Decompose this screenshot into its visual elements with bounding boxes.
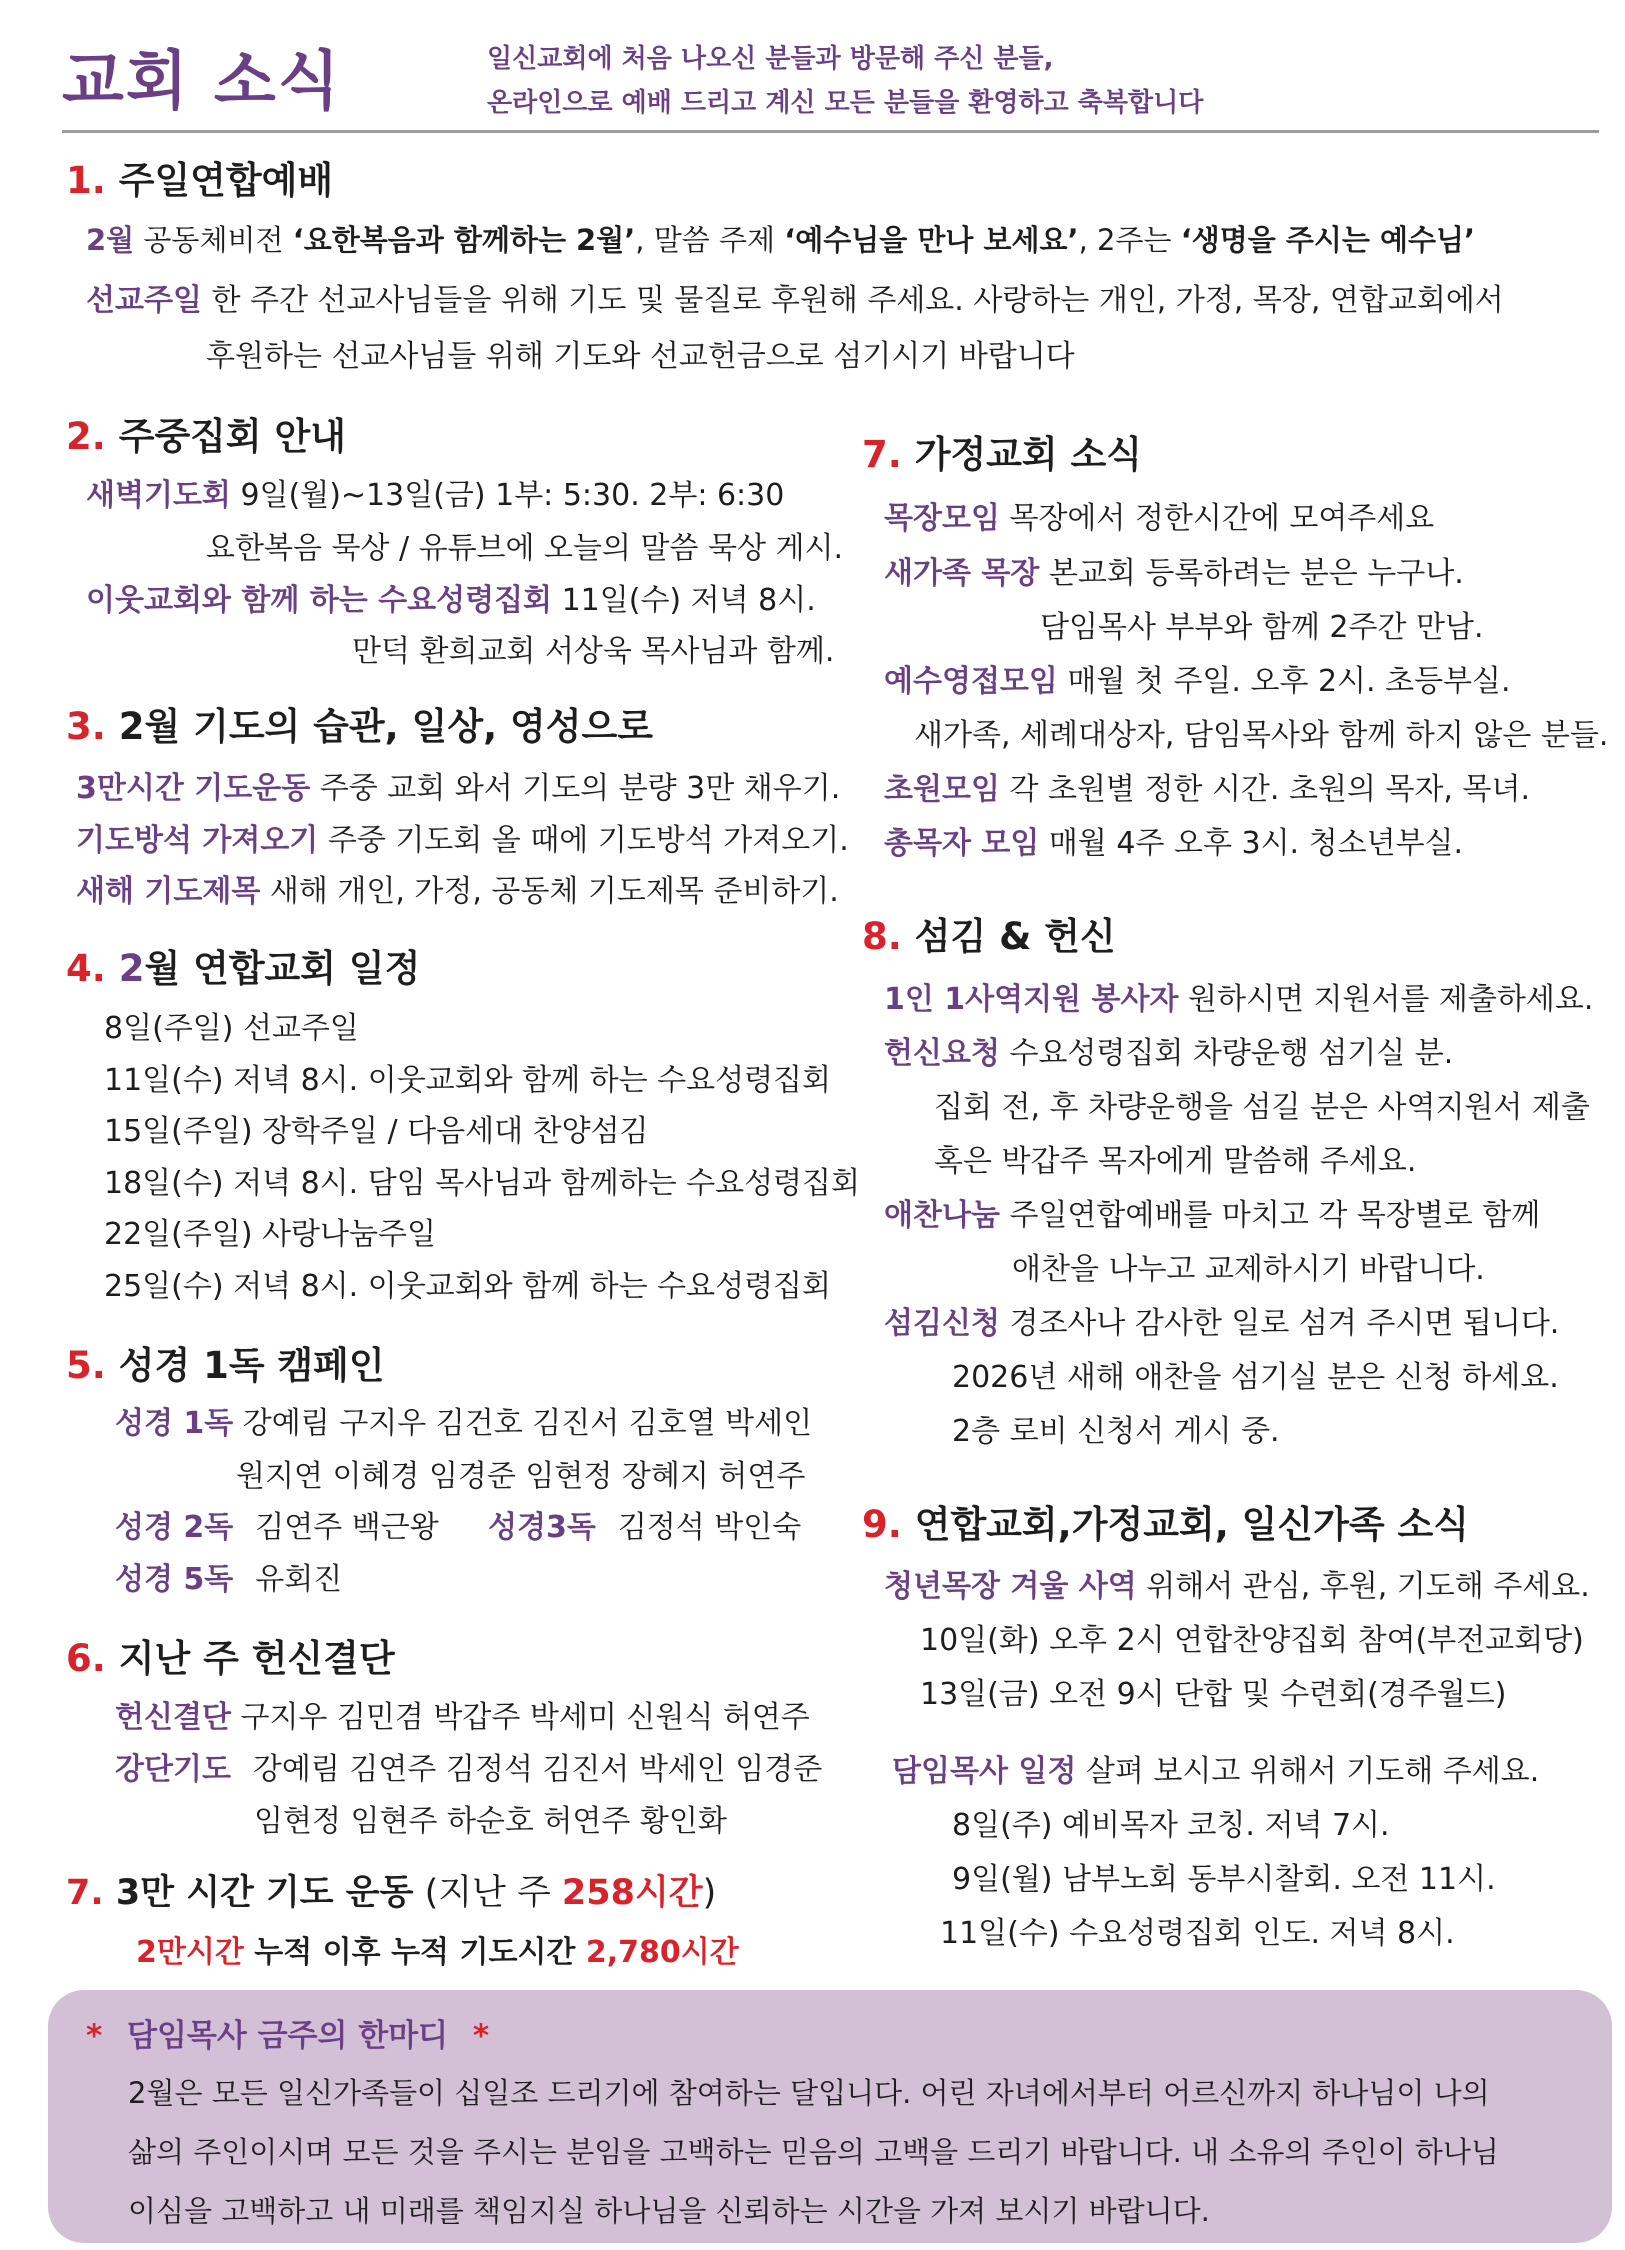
item-label: 헌신요청 <box>884 1036 1000 1071</box>
star-icon: * <box>86 2018 103 2054</box>
s8-fellowship-cont: 애찬을 나누고 교제하시기 바랍니다. <box>1012 1252 1485 1287</box>
section-3-heading <box>66 696 653 750</box>
item-text: , 말씀 주제 <box>635 223 785 257</box>
item-text: 강예림 김연주 김정석 김진서 박세인 임경준 <box>252 1752 823 1787</box>
item-text: 수요성령집회 차량운행 섬기실 분. <box>999 1036 1454 1071</box>
last-week-prefix: (지난 주 <box>413 1873 562 1913</box>
item-label: 성경 1독 <box>115 1406 234 1441</box>
item-text: 각 초원별 정한 시간. 초원의 목자, 목녀. <box>999 772 1530 807</box>
item-text: 원하시면 지원서를 제출하세요. <box>1178 982 1594 1017</box>
section-number: 2. <box>66 415 106 458</box>
section-number: 5. <box>66 1344 106 1387</box>
cumulative-hours: 2,780시간 <box>585 1935 739 1970</box>
item-label: 2월 <box>86 223 135 257</box>
s6-altar-prayer-cont: 임현정 임현주 하순호 허연주 황인화 <box>254 1804 727 1839</box>
item-label: 청년목장 겨울 사역 <box>884 1569 1137 1604</box>
s8-service-signup <box>884 1298 1559 1342</box>
s2-line-dawn <box>86 470 784 514</box>
word-theme: ‘예수님을 만나 보세요’ <box>784 223 1079 257</box>
cumulative-prayer-line <box>136 1927 739 1971</box>
item-text: 위해서 관심, 후원, 기도해 주세요. <box>1136 1569 1590 1604</box>
s9-youth-ministry-cont: 10일(화) 오후 2시 연합찬양집회 참여(부전교회당) <box>920 1623 1584 1658</box>
item-label: 초원모임 <box>884 772 1000 807</box>
s7-welcome-meeting-cont: 새가족, 세례대상자, 담임목사와 함께 하지 않은 분들. <box>914 718 1609 753</box>
item-label: 새벽기도회 <box>86 478 231 513</box>
item-text: 9일(월)~13일(금) 1부: 5:30. 2부: 6:30 <box>230 478 785 513</box>
section-5-heading <box>66 1335 385 1389</box>
section-number: 7. <box>66 1873 104 1913</box>
s1-line-mission-cont: 후원하는 선교사님들 위해 기도와 선교헌금으로 섬기시기 바랍니다 <box>206 339 1075 374</box>
welcome-line-2: 온라인으로 예배 드리고 계신 모든 분들을 환영하고 축복합니다 <box>487 88 1204 118</box>
s5-read-3 <box>488 1502 801 1546</box>
s8-service-signup-cont: 2층 로비 신청서 게시 중. <box>952 1414 1280 1449</box>
item-text: , 2주는 <box>1078 223 1181 257</box>
item-label: 새해 기도제목 <box>76 874 261 909</box>
section-title: 2월 기도의 습관, 일상, 영성으로 <box>118 705 653 748</box>
item-label: 목장모임 <box>884 501 1000 536</box>
pastor-message-line: 이심을 고백하고 내 미래를 책임지실 하나님을 신뢰하는 시간을 가져 보시기 바랍니다. <box>128 2194 1210 2228</box>
s6-dedication <box>115 1692 810 1736</box>
s8-request-cont: 혹은 박갑주 목자에게 말씀해 주세요. <box>934 1144 1417 1179</box>
item-text: 목장에서 정한시간에 모여주세요 <box>999 501 1435 536</box>
section-title: 주중집회 안내 <box>118 415 347 458</box>
item-label: 예수영접모임 <box>884 664 1058 699</box>
section-title: 주일연합예배 <box>118 159 334 202</box>
item-label: 성경 2독 <box>115 1510 234 1545</box>
item-label: 섬김신청 <box>884 1306 1000 1341</box>
s5-read-5 <box>115 1554 342 1598</box>
s2-line-wed <box>86 575 816 619</box>
section-number: 3. <box>66 705 106 748</box>
header-divider <box>62 130 1599 133</box>
s5-read-1-cont: 원지연 이혜경 임경준 임현정 장혜지 허연주 <box>236 1459 806 1494</box>
schedule-line: 25일(수) 저녁 8시. 이웃교회와 함께 하는 수요성령집회 <box>104 1269 832 1304</box>
item-label: 3만시간 기도운동 <box>76 771 311 806</box>
section-title: 월 연합교회 일정 <box>144 947 421 990</box>
item-label: 1인 1사역지원 봉사자 <box>884 982 1179 1017</box>
s2-line-dawn-cont: 요한복음 묵상 / 유튜브에 오늘의 말씀 묵상 게시. <box>206 531 844 566</box>
s7-newcomer-cell-cont: 담임목사 부부와 함께 2주간 만남. <box>1040 610 1484 645</box>
s3-item <box>76 763 840 807</box>
schedule-line: 11일(수) 저녁 8시. 이웃교회와 함께 하는 수요성령집회 <box>104 1063 832 1098</box>
item-text: 주일연합예배를 마치고 각 목장별로 함께 <box>999 1198 1541 1233</box>
section-1-heading <box>66 150 333 204</box>
section-title: 지난 주 헌신결단 <box>118 1637 395 1680</box>
s7-head-shepherd-meeting <box>884 818 1463 862</box>
section-title: 섬김 & 헌신 <box>914 915 1116 958</box>
week2-theme: ‘생명을 주시는 예수님’ <box>1180 223 1476 257</box>
star-icon: * <box>472 2018 490 2054</box>
section-7-house-church-heading <box>862 424 1142 478</box>
s2-line-wed-cont: 만덕 환희교회 서상욱 목사님과 함께. <box>352 634 835 669</box>
section-4-heading <box>66 938 420 992</box>
s7-welcome-meeting <box>884 656 1511 700</box>
item-text: 한 주간 선교사님들을 위해 기도 및 물질로 후원해 주세요. 사랑하는 개인, 가정, 목장, 연합교회에서 <box>201 283 1504 318</box>
item-label: 총목자 모임 <box>884 826 1040 861</box>
s8-request <box>884 1028 1453 1072</box>
item-label: 성경3독 <box>488 1510 596 1545</box>
section-title: 가정교회 소식 <box>914 433 1143 476</box>
item-label: 담임목사 일정 <box>892 1754 1077 1789</box>
section-number: 8. <box>862 915 902 958</box>
s8-service-signup-cont: 2026년 새해 애찬을 섬기실 분은 신청 하세요. <box>952 1360 1559 1395</box>
last-week-suffix: ) <box>702 1873 717 1913</box>
section-7-prayer-heading <box>66 1865 716 1915</box>
schedule-line: 15일(주일) 장학주일 / 다음세대 찬양섬김 <box>104 1114 649 1149</box>
section-6-heading <box>66 1628 395 1682</box>
welcome-line-1: 일신교회에 처음 나오신 분들과 방문해 주신 분들, <box>487 44 1054 74</box>
s7-cell-meeting <box>884 493 1434 537</box>
item-text: 김연주 백근왕 <box>255 1510 439 1545</box>
page-title: 교회 소식 <box>62 45 342 119</box>
item-text: 강예림 구지우 김건호 김진서 김호열 박세인 <box>233 1406 813 1441</box>
schedule-line: 22일(주일) 사랑나눔주일 <box>104 1217 436 1252</box>
s9-pastor-schedule-cont: 9일(월) 남부노회 동부시찰회. 오전 11시. <box>952 1862 1496 1897</box>
section-9-heading <box>862 1494 1469 1548</box>
pastor-message-line: 삶의 주인이시며 모든 것을 주시는 분임을 고백하는 믿음의 고백을 드리기 바랍니다. 내 소유의 주인이 하나님 <box>128 2135 1499 2169</box>
section-title: 연합교회,가정교회, 일신가족 소식 <box>914 1503 1469 1546</box>
section-number: 7. <box>862 433 902 476</box>
item-text: 11일(수) 저녁 8시. <box>552 583 816 618</box>
item-text: 살펴 보시고 위해서 기도해 주세요. <box>1076 1754 1540 1789</box>
s8-volunteer <box>884 974 1593 1018</box>
item-text: 유회진 <box>255 1562 343 1597</box>
s9-youth-ministry <box>884 1561 1590 1605</box>
item-text: 주중 교회 와서 기도의 분량 3만 채우기. <box>310 771 841 806</box>
section-number: 4. <box>66 947 106 990</box>
s5-read-2 <box>115 1502 439 1546</box>
s1-line-vision <box>86 218 1475 259</box>
month-number: 2 <box>118 947 145 990</box>
section-number: 6. <box>66 1637 106 1680</box>
item-text: 본교회 등록하려는 분은 누구나. <box>1039 556 1464 591</box>
pastor-message-line: 2월은 모든 일신가족들이 십일조 드리기에 참여하는 달입니다. 어린 자녀에서부터 어르신까지 하나님이 나의 <box>128 2076 1490 2110</box>
item-text: 새해 개인, 가정, 공동체 기도제목 준비하기. <box>260 874 839 909</box>
item-label: 새가족 목장 <box>884 556 1040 591</box>
last-week-hours: 258시간 <box>561 1873 703 1913</box>
item-label: 애찬나눔 <box>884 1198 1000 1233</box>
item-label: 성경 5독 <box>115 1562 234 1597</box>
s3-item <box>76 866 839 910</box>
item-label: 선교주일 <box>86 283 202 318</box>
s3-item <box>76 815 849 859</box>
section-2-heading <box>66 406 346 460</box>
s1-line-mission <box>86 275 1504 319</box>
schedule-line: 18일(수) 저녁 8시. 담임 목사님과 함께하는 수요성령집회 <box>104 1166 861 1201</box>
s6-altar-prayer <box>115 1744 822 1788</box>
item-text: 김정석 박인숙 <box>617 1510 802 1545</box>
section-8-heading <box>862 906 1116 960</box>
s5-read-1 <box>115 1398 812 1442</box>
milestone-hours: 2만시간 <box>136 1935 244 1970</box>
item-text: 주중 기도회 올 때에 기도방석 가져오기. <box>318 823 849 858</box>
s9-pastor-schedule-cont: 11일(수) 수요성령집회 인도. 저녁 8시. <box>940 1916 1455 1951</box>
vision-title: ‘요한복음과 함께하는 2월’ <box>292 223 636 257</box>
section-number: 1. <box>66 159 106 202</box>
s7-grassland-meeting <box>884 764 1530 808</box>
s9-pastor-schedule <box>892 1746 1539 1790</box>
item-text: 매월 첫 주일. 오후 2시. 초등부실. <box>1057 664 1511 699</box>
item-text: 경조사나 감사한 일로 섬겨 주시면 됩니다. <box>999 1306 1560 1341</box>
section-title: 3만 시간 기도 운동 <box>115 1873 414 1913</box>
item-label: 헌신결단 <box>115 1700 231 1735</box>
title-text: 담임목사 금주의 한마디 <box>127 2018 449 2054</box>
item-text: 매월 4주 오후 3시. 청소년부실. <box>1039 826 1464 861</box>
s9-pastor-schedule-cont: 8일(주) 예비목자 코칭. 저녁 7시. <box>952 1808 1390 1843</box>
s8-request-cont: 집회 전, 후 차량운행을 섬길 분은 사역지원서 제출 <box>934 1090 1590 1125</box>
section-title: 성경 1독 캠페인 <box>118 1344 385 1387</box>
item-label: 이웃교회와 함께 하는 수요성령집회 <box>86 583 553 618</box>
item-label: 기도방석 가져오기 <box>76 823 319 858</box>
s8-fellowship <box>884 1190 1540 1234</box>
item-text: 공동체비전 <box>134 223 293 257</box>
item-text: 구지우 김민겸 박갑주 박세미 신원식 허연주 <box>230 1700 810 1735</box>
schedule-line: 8일(주일) 선교주일 <box>104 1011 359 1046</box>
item-label: 강단기도 <box>115 1752 231 1787</box>
s9-youth-ministry-cont: 13일(금) 오전 9시 단합 및 수련회(경주월드) <box>920 1677 1507 1712</box>
cumulative-label: 누적 이후 누적 기도시간 <box>243 1935 586 1970</box>
s7-newcomer-cell <box>884 548 1464 592</box>
section-number: 9. <box>862 1503 902 1546</box>
pastor-message-title <box>86 2010 489 2055</box>
